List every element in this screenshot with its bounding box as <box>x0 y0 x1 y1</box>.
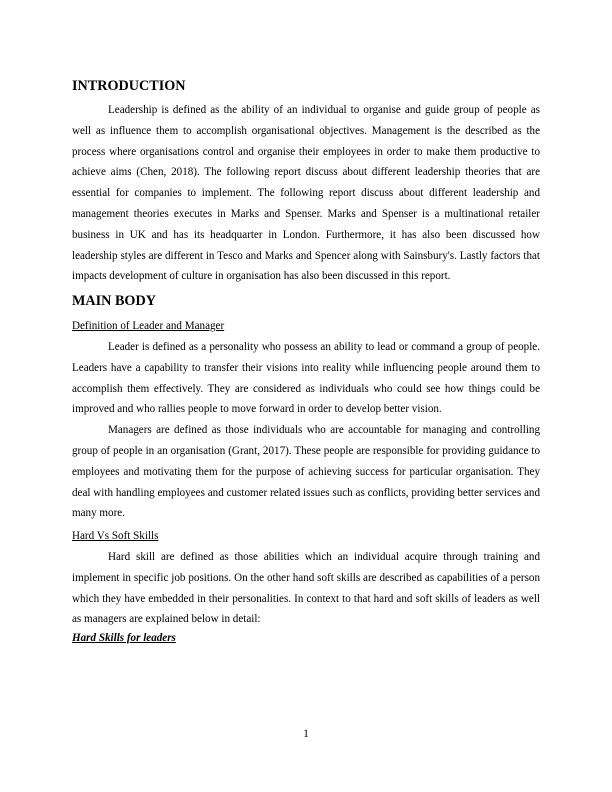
subheading-hard-skills-leaders: Hard Skills for leaders <box>72 632 176 645</box>
managers-paragraph: Managers are defined as those individuals who are accountable for managing and controlling group of people in an organisation (Grant, 2017). These people are responsible for providing guidance to employees and motivating them for the purpose of achieving success for particular organisation. They deal with handling employees and customer related issues such as conflicts, providing better services and many more. <box>72 424 540 520</box>
skills-paragraph: Hard skill are defined as those abilities which an individual acquire through training and implement in specific job positions. On the other hand soft skills are described as capabilities of a person which they have embedded in their personalities. In context to that hard and soft skills of leaders as well as managers are explained below in detail: <box>72 550 540 626</box>
subheading-hard-vs-soft: Hard Vs Soft Skills <box>72 530 159 543</box>
intro-paragraph: Leadership is defined as the ability of an individual to organise and guide group of people as well as influence them to accomplish organisational objectives. Management is the described as the process where organisations control and organise their employees in order to make them productive to achieve aims (Chen, 2018). The following report discuss about different leadership theories that are essential for companies to implement. The following report discuss about different leadership and management theories executes in Marks and Spenser. Marks and Spenser is a multinational retailer business in UK and has its headquarter in London. Furthermore, it has also been discussed how leadership styles are different in Tesco and Marks and Spencer along with Sainsbury's. Lastly factors that impacts development of culture in organisation has also been discussed in this report. <box>72 104 540 283</box>
page-content <box>72 78 540 646</box>
leader-paragraph: Leader is defined as a personality who possess an ability to lead or command a group of people. Leaders have a capability to transfer their visions into reality while influencing people around them to accomplish them effectively. They are considered as individuals who could see how things could be improved and who rallies people to move forward in order to develop better vision. <box>72 340 540 416</box>
subheading-definition: Definition of Leader and Manager <box>72 320 225 333</box>
page-number: 1 <box>303 728 309 740</box>
heading-main-body: MAIN BODY <box>72 293 156 310</box>
heading-introduction: INTRODUCTION <box>72 78 186 94</box>
